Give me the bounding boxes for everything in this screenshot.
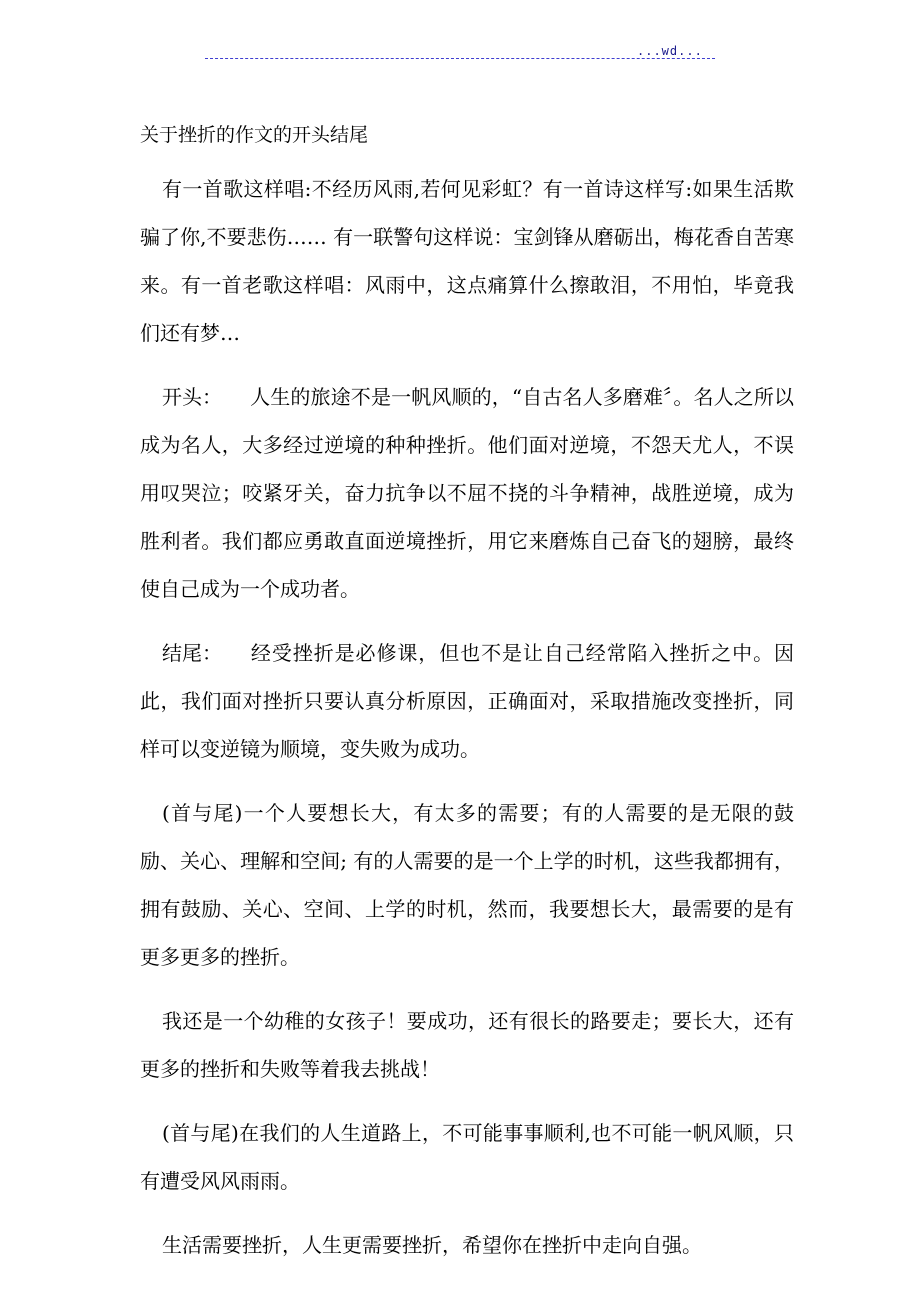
opening-label: 开头： xyxy=(162,385,222,409)
ending-paragraph xyxy=(140,629,794,773)
example-paragraph-1-continued: 我还是一个幼稚的女孩子！要成功，还有很长的路要走；要长大，还有更多的挫折和失败等着我去挑战！ xyxy=(140,1009,794,1081)
ending-label: 结尾： xyxy=(162,641,222,665)
document-body xyxy=(140,121,794,1269)
document-title: 关于挫折的作文的开头结尾 xyxy=(140,124,369,146)
intro-paragraph: 有一首歌这样唱:不经历风雨,若何见彩虹？有一首诗这样写:如果生活欺骗了你,不要悲伤…… 有一联警句这样说：宝剑锋从磨砺出，梅花香自苦寒来。有一首老歌这样唱：风雨中，这点痛算什么擦敢泪，不用怕，毕竟我们还有梦… xyxy=(140,177,794,345)
opening-text: 人生的旅途不是一帆风顺的，“自古名人多磨难〞。名人之所以成为名人，大多经过逆境的种种挫折。他们面对逆境，不怨天尤人，不误用叹哭泣；咬紧牙关，奋力抗争以不屈不挠的斗争精神，战胜逆境，成为胜利者。我们都应勇敢直面逆境挫折，用它来磨炼自己奋飞的翅膀，最终使自己成为一个成功者。 xyxy=(140,385,794,601)
ending-text: 经受挫折是必修课，但也不是让自己经常陷入挫折之中。因此，我们面对挫折只要认真分析原因，正确面对，采取措施改变挫折，同样可以变逆镜为顺境，变失败为成功。 xyxy=(140,641,794,761)
example-paragraph-2: (首与尾)在我们的人生道路上，不可能事事顺利,也不可能一帆风顺，只有遭受风风雨雨。 xyxy=(140,1121,794,1193)
opening-paragraph xyxy=(140,373,794,613)
header-divider xyxy=(205,58,715,59)
header-mark: ...wd... xyxy=(637,44,703,58)
example-paragraph-1: (首与尾)一个人要想长大，有太多的需要；有的人需要的是无限的鼓励、关心、理解和空间; 有的人需要的是一个上学的时机，这些我都拥有，拥有鼓励、关心、空间、上学的时机，然而，我要想长大，最需要的是有更多更多的挫折。 xyxy=(140,801,794,969)
closing-paragraph: 生活需要挫折，人生更需要挫折，希望你在挫折中走向自强。 xyxy=(162,1233,702,1257)
